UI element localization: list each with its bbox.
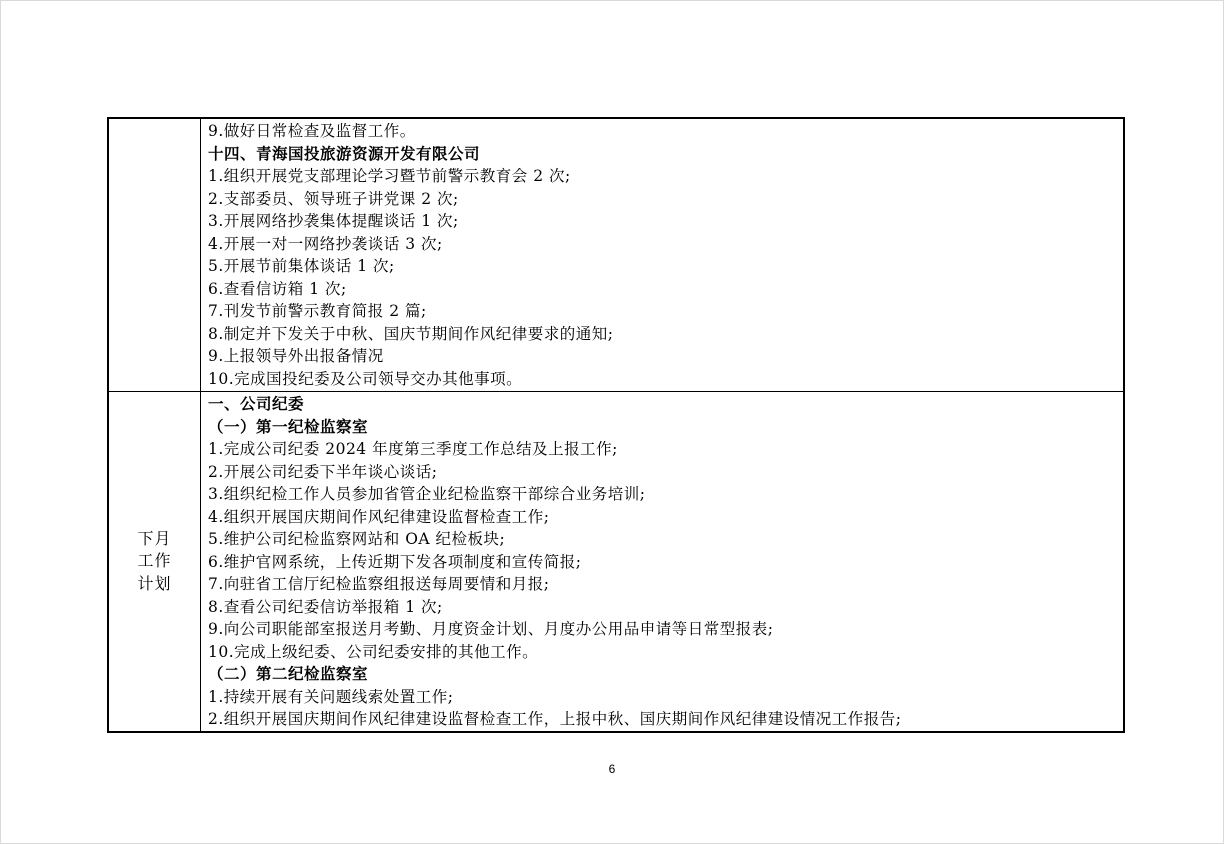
list-item: 6.维护官网系统，上传近期下发各项制度和宣传简报; [208, 552, 582, 571]
list-item: 5.维护公司纪检监察网站和 OA 纪检板块; [208, 530, 506, 548]
list-item: 6.查看信访箱 1 次; [208, 279, 347, 298]
list-item: 8.查看公司纪委信访举报箱 1 次; [208, 597, 443, 616]
list-item: 3.组织纪检工作人员参加省管企业纪检监察干部综合业务培训; [208, 485, 646, 503]
section-heading: 十四、青海国投旅游资源开发有限公司 [208, 143, 481, 163]
row-label-line: 工作 [137, 551, 172, 571]
row-content-cell [208, 393, 1119, 731]
row-content-cell [208, 120, 1119, 390]
list-item: 9.做好日常检查及监督工作。 [208, 122, 416, 140]
list-item: 1.完成公司纪委 2024 年度第三季度工作总结及上报工作; [208, 440, 618, 458]
row-label-cell [109, 119, 200, 391]
list-item: 4.组织开展国庆期间作风纪律建设监督检查工作; [208, 507, 550, 526]
list-item: 10.完成上级纪委、公司纪委安排的其他工作。 [208, 642, 539, 661]
next-month-plan-label [109, 392, 200, 731]
work-plan-table [107, 117, 1125, 733]
section-heading: （二）第二纪检监察室 [208, 664, 369, 683]
section-heading: （一）第一纪检监察室 [208, 416, 369, 436]
row-label-line: 计划 [137, 573, 172, 593]
row-label-line: 下月 [137, 528, 172, 548]
list-item: 4.开展一对一网络抄袭谈话 3 次; [208, 234, 443, 253]
list-item: 1.持续开展有关问题线索处置工作; [208, 687, 454, 706]
list-item: 5.开展节前集体谈话 1 次; [208, 257, 395, 275]
list-item: 9.上报领导外出报备情况 [208, 347, 384, 365]
table-row-next-month-plan [109, 392, 1123, 731]
list-item: 8.制定并下发关于中秋、国庆节期间作风纪律要求的通知; [208, 324, 614, 343]
list-item: 7.刊发节前警示教育简报 2 篇; [208, 302, 427, 320]
list-item: 3.开展网络抄袭集体提醒谈话 1 次; [208, 212, 459, 230]
list-item: 2.组织开展国庆期间作风纪律建设监督检查工作，上报中秋、国庆期间作风纪律建设情况工作报告; [208, 710, 902, 728]
list-item: 10.完成国投纪委及公司领导交办其他事项。 [208, 369, 523, 388]
list-item: 7.向驻省工信厅纪检监察组报送每周要情和月报; [208, 575, 550, 593]
table-row-previous-section [109, 119, 1123, 391]
list-item: 1.组织开展党支部理论学习暨节前警示教育会 2 次; [208, 167, 571, 185]
page-number: 6 [608, 762, 616, 776]
list-item: 2.支部委员、领导班子讲党课 2 次; [208, 189, 459, 208]
section-heading: 一、公司纪委 [208, 394, 305, 413]
list-item: 2.开展公司纪委下半年谈心谈话; [208, 462, 438, 481]
list-item: 9.向公司职能部室报送月考勤、月度资金计划、月度办公用品申请等日常型报表; [208, 620, 774, 638]
